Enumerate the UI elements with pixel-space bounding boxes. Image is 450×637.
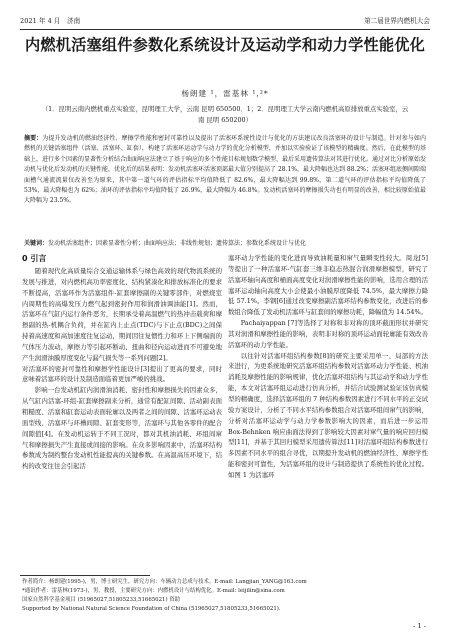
footnote-author-bio: 作者简介：杨朗建(1995-)，男，博士研究生，研究方向：车辆动力总成与技术。E-mail: Langjian_YANG@163.com [22,579,307,585]
paper-title: 内燃机活塞组件参数化系统设计及运动学和动力学性能优化 [24,36,426,54]
footnote-corresponding-author: *通讯作者：雷基林(1973-)，男，教授，主要研究方向：内燃机设计与结构优化。E-mail: leijilin@sina.com [22,588,285,594]
body-paragraph: 随着现代化高质量综合交通运输体系与绿色高效的现代物流系统的发展与推进，对内燃机高功率密度化、结构紧凑化和排放标准化的要求不断提高，活塞环作为活塞组件-缸套摩擦副的关键零部件，对燃烧室内周期性的高爆发压力燃气起到密封作用和润滑油调油能[1]。然而，活塞环在气缸内运行条件恶劣，长期承受着高温燃气的热冲击载荷和摩擦副的热-机耦合负荷，并在缸内上止点(TDC)与下止点(BDC)之间保持着高速度和高加速度往复运动，期间因往复惯性力和环上下侧端面的气体压力波动，摩擦力等引起环断动、扭曲和径向运动进而不可避免地产生润滑油膜厚度变化与漏气损失等一系列问题[2]。 [22,267,222,362]
body-paragraph: 以往针对活塞环组结构参数[8]的研究主要采用单一、局部的方法来进行，为更系统地研究活塞环组结构参数对活塞环动力学性能、机油消耗及摩擦性能的影响规律，优化活塞环组结构与其运动学和动力学性能，本文对活塞环组运动进行仿真分析，并结合试验测试验证该仿真模型的精确度，选择活塞环组的 7 种结构参数因素进行不同水平的正交试验方案设计，分析了不同水平结构参数组合对活塞环组间窜气的影响，分析对活塞环运动学与动力学参数影响大的因素，而后进一步运用 Box-Behnken 响应曲面法得到了影响较大因素对窜气量的响应回归模型[11]，并基于其回归模型采用遗传算法[11]对活塞环组结构参数进行多因素不同水平的组合寻优，以期提升发动机的燃油经济性、摩擦学性能和密封可靠性，为活塞环组的设计与制造提供了系统性的优化过程。如图 1 为活塞环 [228,351,428,479]
keywords-label: 关键词： [24,240,49,247]
abstract-label: 摘要： [24,135,43,142]
abstract [24,134,426,207]
footnote-divider [20,575,150,576]
author-list: 杨朗建 ¹，雷基林 ¹,²* [181,89,269,98]
header-divider [20,29,430,30]
right-column [228,253,428,481]
page-number: - 1 - [413,622,426,630]
footnote-funding-cn: 国家自然科学基金项目 (51965027,51805233,51665021) 资助 [22,597,181,603]
section-heading: 0 引言 [22,254,47,263]
running-head-right: 第二届世界内燃机大会 [364,17,430,25]
body-paragraph: 对活塞环的密封可靠性和摩擦学性能设计[3]提出了更高的要求，同时意味着活塞环的设计及制造面临着更加严峻的挑战。 [22,364,222,384]
left-column [22,253,222,472]
keywords [24,239,426,249]
running-head-left: 2021 年 4 月 济南 [20,17,81,25]
body-paragraph: 影响一台发动机缸内润滑油消耗、密封性和摩擦损失的因素众多，从气缸内活塞-环组-缸套摩擦副来分析，通常有配缸间隙、活动副表面粗糙度、活塞和缸套运动表面轮廓以及两者之间的间隙、活塞环运动表面型线、活塞环与环槽间隙、缸套变形等，活塞环与其他各零件的配合间隙值[4]。在发动机运转于不同工况时，都对其机油消耗、环组间窜气和摩擦损失产生直接或间接的影响。在众多影响因素中，活塞环结构参数成为制约整台发动机性能提高的关键参数。在高温高压环境下，结构的改变往往会引起活 [22,386,222,471]
footnote-funding-en: Supported by National Natural Science Foundation of China (51965027,51805233,51665021). [22,606,281,612]
affiliation: （1．昆明云南内燃机重点实验室，昆明理工大学，云南 昆明 650500．1；2．昆明理工大学云南内燃机高原排放重点实验室，云南 昆明 650200） [41,105,409,124]
running-head [20,15,430,27]
body-paragraph: Pachaiyappan [7]等选择了对称和非对称的顶环截面形状并研究其对润滑和摩擦性能的影响，表明非对称的顶环运动面轮廓能有效改善活塞环的动力学性能。 [228,319,428,349]
keywords-text: 发动机活塞组件；因素显著性分析；曲面响应法；非线性规划；遗传算法；参数化系统设计与优化 [48,240,307,247]
abstract-text: 为提升发动机的燃油经济性、摩擦学性能和密封可靠性以及提出了活塞环系统性设计与优化的方法建议改良活塞环的设计与制造。针对参与如内燃机的关键活塞组件（活塞、活塞环、缸套），构建了活塞环运动学与动力学的优化分析模型，并加以实验验证了该模型的精确度。然后，在此模型的基础上，进行多个因素的显著性分析结合曲面响应法建立了基于响应的多个性能目标规划数学模型，最后采用遗传算法对其进行优化。通过对比分析原始发动机与优化后发动机的关键性能，优化后的结果表明：发动机活塞环活塞顶部最大值分别提高了 28.1%，最大降幅也达到 88.2%；活塞环组底侧间隙端面槽气通流流量仅改善至为原来，其中第一道气环的评估指标平均值降低了 82.6%，最大降幅达到 99.8%，第二道气环的评估指标平均值降低了 53%，最大降幅也为 62%；油环的评估指标平均值降低了 26.9%，最大降幅为 46.8%。发动机活塞环的摩擦损失功也有明显的改善，相比较原始值最大降幅为 23.5%。 [24,135,427,205]
footnotes [22,578,428,614]
body-paragraph: 塞环动力学性能的变化进而导致油耗量和窜气量瞬变性较大。周龙[5]等提出了一种活塞环-气缸套三维非稳态热混合润滑摩擦模型，研究了活塞环轴向高度和桶面高度变化对润滑摩擦性能的影响，选用合理的活塞环运动轴向高度大小会使最小油膜厚度降低 74.5%，最大摩擦力降低 57.1%。李钢[6]通过改变摩擦副活塞环结构参数变化，改进后的参数组合降低了发动机活塞环与缸套间的摩擦功耗，降幅值为 14.54%。 [228,254,428,317]
